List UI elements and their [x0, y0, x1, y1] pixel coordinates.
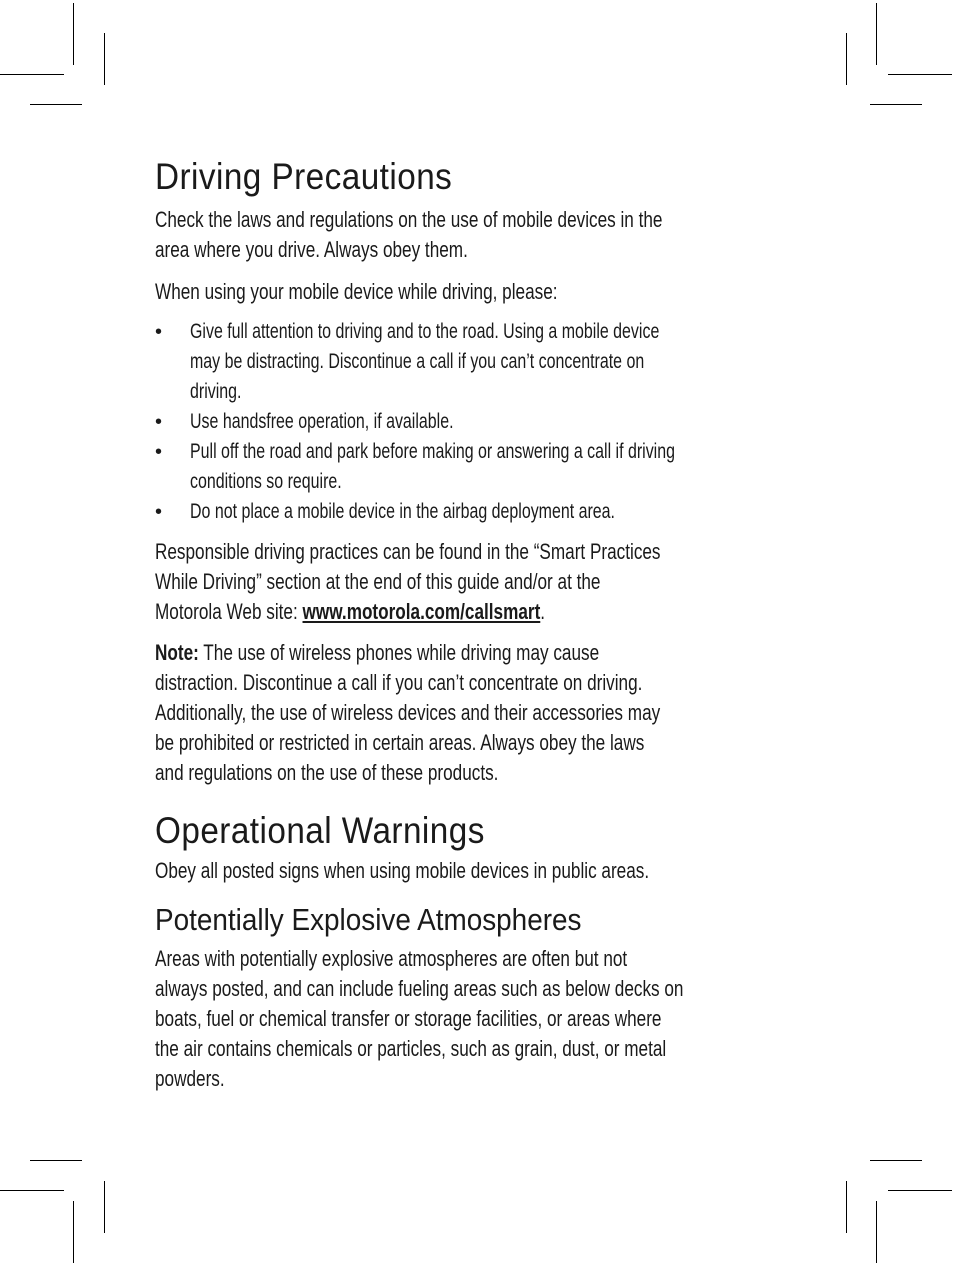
driving-bullet-list	[155, 317, 805, 527]
bullet-icon: •	[155, 411, 163, 433]
crop-mark	[870, 104, 922, 105]
bullet-icon: •	[155, 501, 163, 523]
bullet-icon: •	[155, 321, 163, 343]
motorola-callsmart-link[interactable]: www.motorola.com/callsmart	[302, 599, 541, 624]
list-item: • Do not place a mobile device in the airbag deployment area.	[155, 497, 805, 527]
crop-mark	[30, 104, 82, 105]
crop-mark	[30, 1160, 82, 1161]
crop-mark	[104, 33, 105, 85]
list-item: • Use handsfree operation, if available.	[155, 407, 805, 437]
crop-mark	[104, 1181, 105, 1233]
driving-practices: Responsible driving practices can be found in the “Smart Practices While Driving” section at the end of this guide and/or at the Motorola Web site: www.motorola.com/callsmart.	[155, 539, 661, 624]
page-content	[155, 150, 805, 1094]
operational-warnings-heading: Operational Warnings	[155, 810, 485, 851]
crop-mark	[0, 74, 64, 75]
crop-mark	[846, 33, 847, 85]
crop-mark	[0, 1190, 64, 1191]
crop-mark	[876, 1201, 877, 1263]
crop-mark	[870, 1160, 922, 1161]
list-item: • Pull off the road and park before making or answering a call if driving conditions so require.	[155, 437, 805, 497]
bullet-icon: •	[155, 441, 163, 463]
crop-mark	[888, 74, 952, 75]
crop-mark	[846, 1181, 847, 1233]
driving-precautions-heading: Driving Precautions	[155, 156, 453, 197]
explosive-text: Areas with potentially explosive atmospheres are often but not always posted, and can include fueling areas such as below decks on boats, fuel or chemical transfer or storage facilities, or areas where the air contains chemicals or particles, such as grain, dust, or metal powders.	[155, 946, 684, 1091]
operational-text: Obey all posted signs when using mobile devices in public areas.	[155, 858, 650, 883]
driving-intro: Check the laws and regulations on the use of mobile devices in the area where you drive. Always obey them.	[155, 207, 663, 262]
crop-mark	[73, 3, 74, 65]
list-item: • Give full attention to driving and to the road. Using a mobile device may be distracting. Discontinue a call if you can’t concentrate on driving.	[155, 317, 805, 407]
note-label: Note:	[155, 640, 199, 665]
crop-mark	[876, 3, 877, 65]
explosive-atmospheres-heading: Potentially Explosive Atmospheres	[155, 902, 582, 937]
driving-note: Note: The use of wireless phones while driving may cause distraction. Discontinue a call if you can’t concentrate on driving. Additionally, the use of wireless devices and their accessories may be prohibited or restricted in certain areas. Always obey the laws and regulations on the use of these products.	[155, 640, 661, 785]
driving-lead: When using your mobile device while driving, please:	[155, 279, 558, 304]
crop-mark	[888, 1190, 952, 1191]
crop-mark	[73, 1201, 74, 1263]
